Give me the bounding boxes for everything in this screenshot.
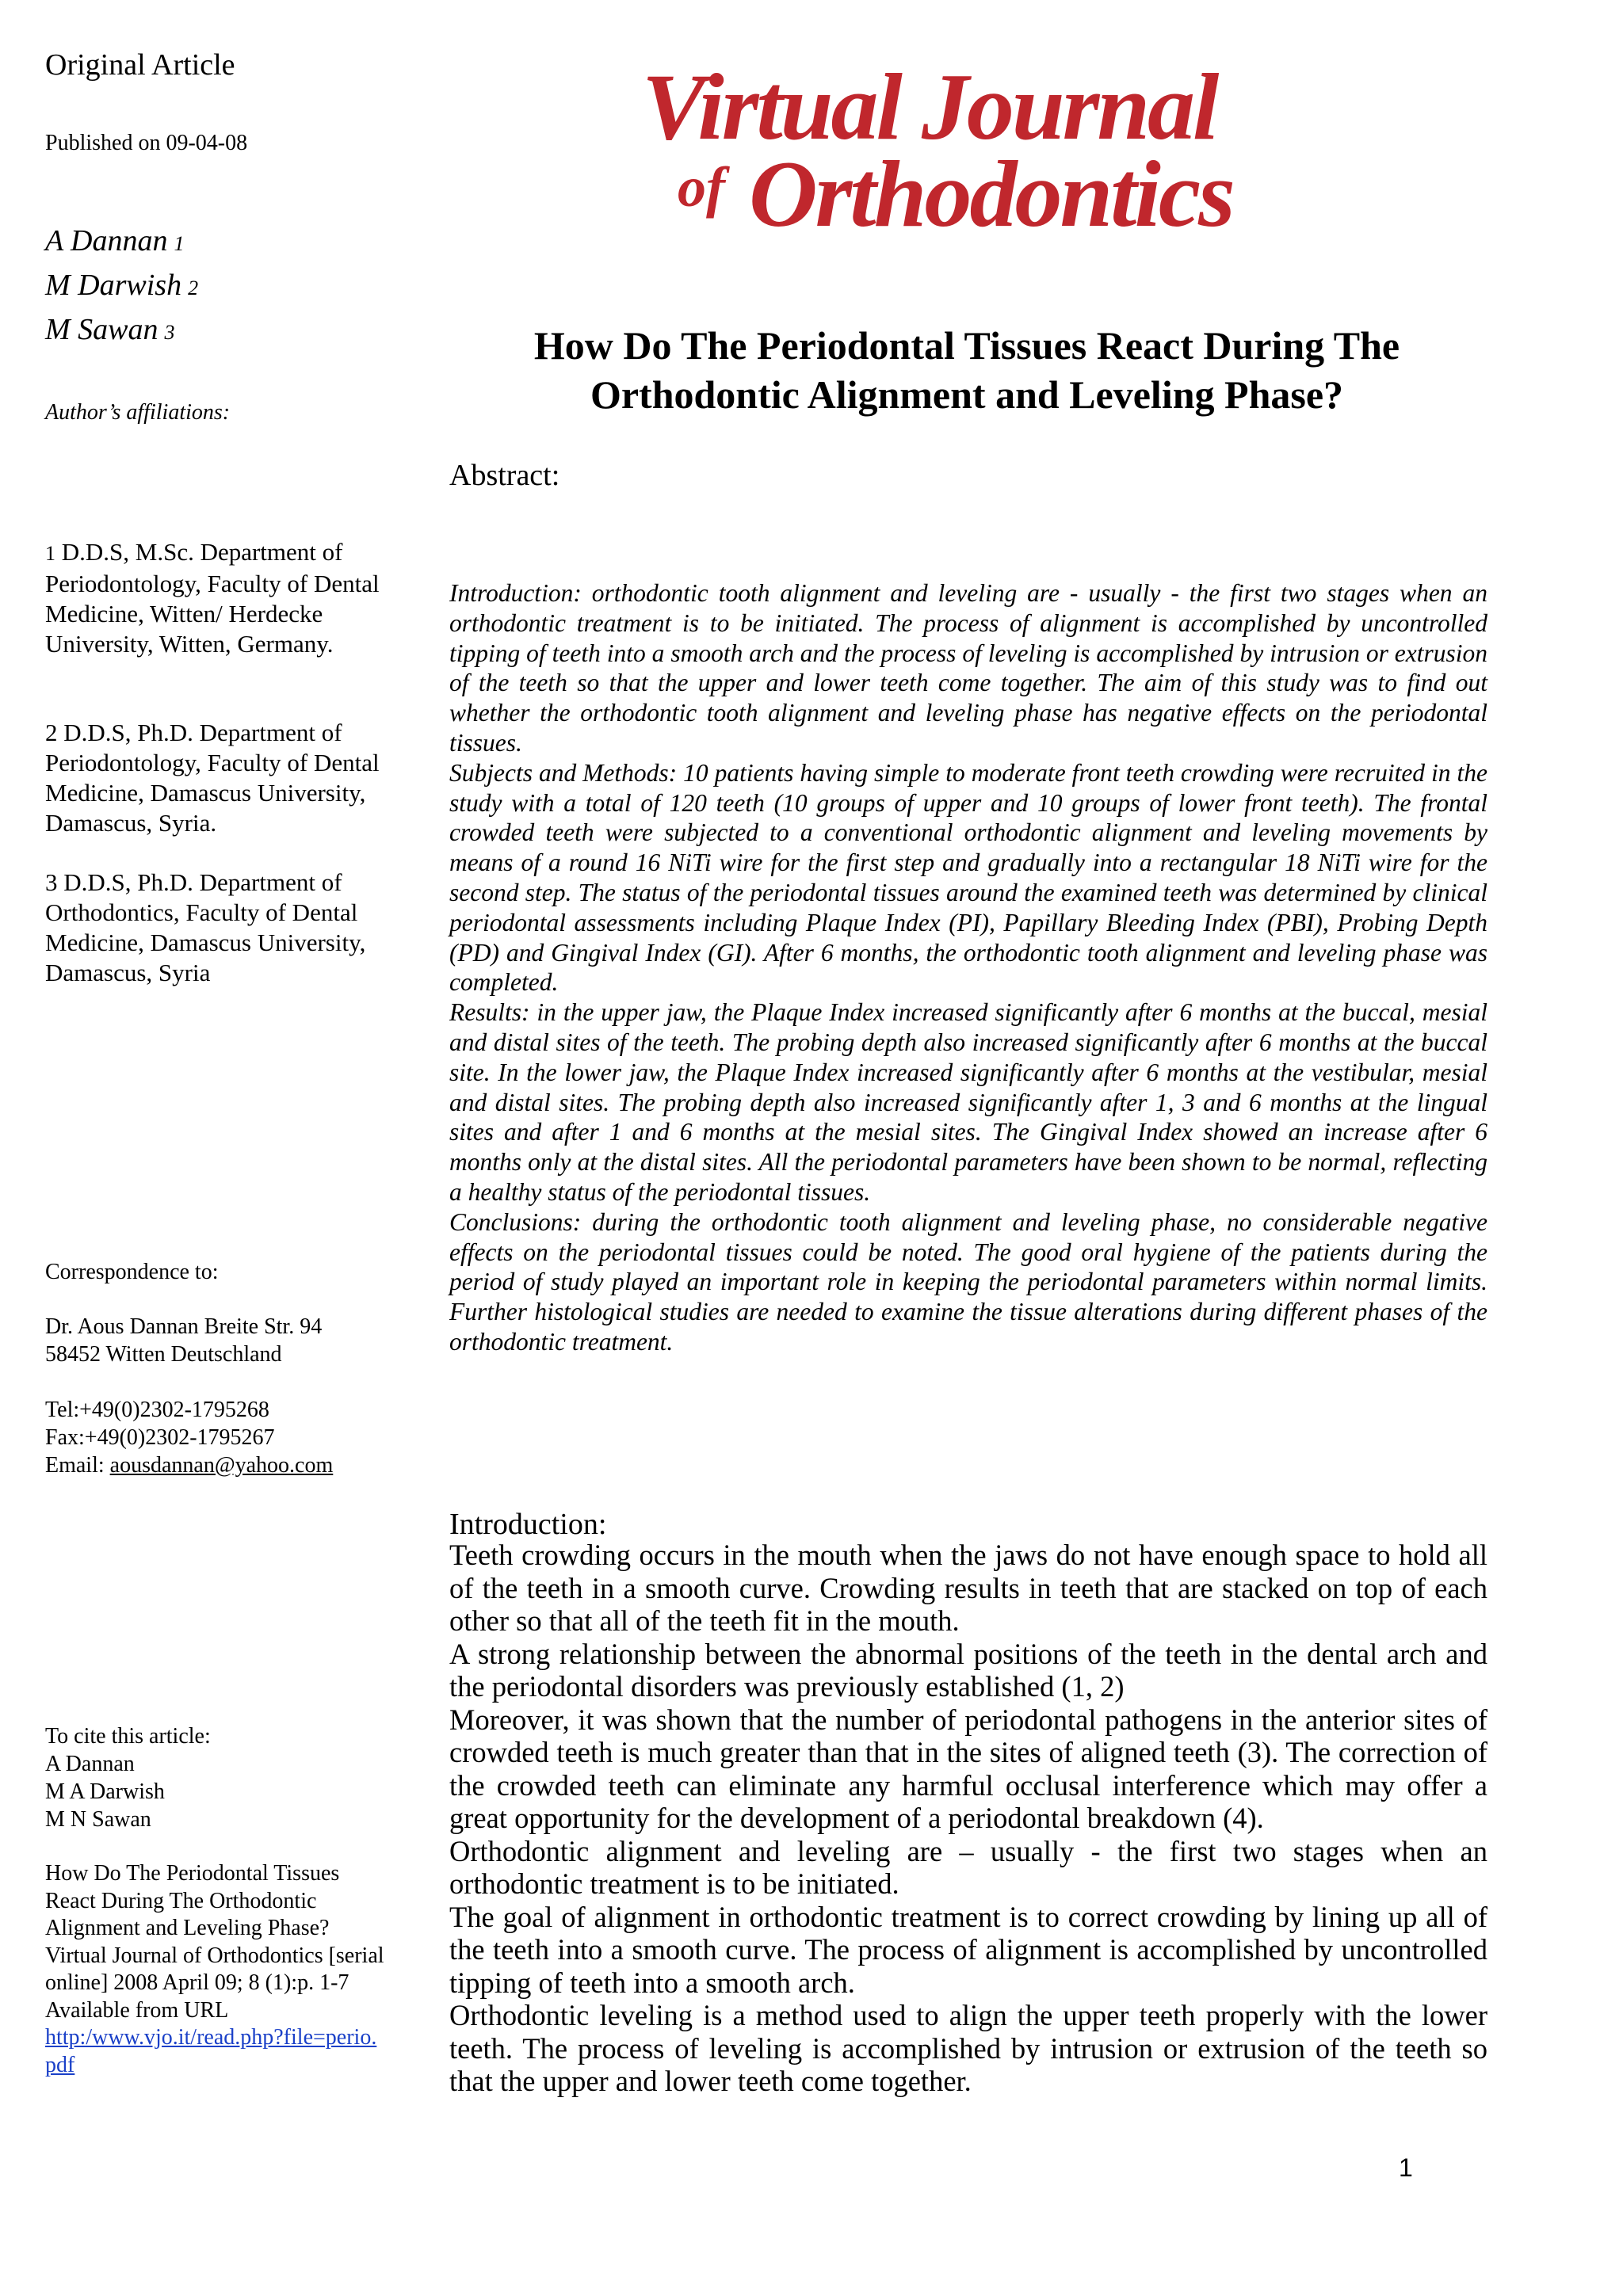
affiliation-text: D.D.S, Ph.D. Department of Periodontology, Faculty of Dental Medicine, Damascus University, Damascus, Syria.: [45, 719, 380, 837]
logo-line2: Orthodontics: [749, 141, 1233, 246]
intro-paragraph: Orthodontic leveling is a method used to align the upper teeth properly with the lower teeth. The process of leveling is accomplished by intrusion or extrusion of the teeth so that the upper and lower teeth come together.: [449, 1999, 1487, 2097]
author-name: M Darwish: [45, 269, 182, 302]
affiliations-label: Author’s affiliations:: [45, 400, 231, 425]
cite-block: [45, 1860, 386, 2079]
author-item: [45, 265, 386, 309]
intro-paragraph: The goal of alignment in orthodontic treatment is to correct crowding by lining up all of the teeth into a smooth curve. The process of alignment is accomplished by uncontrolled tipping of teeth into a smooth arch.: [449, 1900, 1487, 1999]
correspondence-label: Correspondence to:: [45, 1260, 219, 1284]
cite-available: Available from URL: [45, 1997, 229, 2023]
email-label: Email:: [45, 1453, 105, 1478]
address-line: 58452 Witten Deutschland: [45, 1342, 282, 1367]
author-list: [45, 220, 386, 353]
intro-paragraph: Teeth crowding occurs in the mouth when the jaws do not have enough space to hold all of the teeth in a smooth curve. Crowding results in teeth that are stacked on top of each other so that all of the teeth fit in the mouth.: [449, 1539, 1487, 1637]
logo-line1: Virtual Journal: [642, 54, 1217, 159]
email-link[interactable]: aousdannan@yahoo.com: [109, 1453, 334, 1478]
cite-label: To cite this article:: [45, 1724, 211, 1749]
abstract-conclusions: Conclusions: during the orthodontic tooth alignment and leveling phase, no considerable negative effects on the periodontal tissues could be noted. The good oral hygiene of the patients during the period of study played an important role in keeping the periodontal parameters within normal limits. Further histological studies are needed to examine the tissue alterations during different phases of the orthodontic treatment.: [449, 1207, 1487, 1356]
author-name: A Dannan: [45, 224, 168, 257]
tel: Tel:+49(0)2302-1795268: [45, 1398, 269, 1422]
logo-of: of: [678, 155, 725, 219]
journal-logo: [642, 54, 1244, 246]
affiliation-text: D.D.S, Ph.D. Department of Orthodontics, Faculty of Dental Medicine, Damascus University, Damascus, Syria: [45, 868, 366, 986]
author-number: 1: [174, 232, 185, 255]
page-number: 1: [1399, 2153, 1413, 2182]
affiliation-number: 2: [45, 719, 58, 746]
published-date: Published on 09-04-08: [45, 131, 248, 155]
cite-section: [45, 1722, 386, 1833]
author-number: 3: [164, 321, 175, 344]
author-item: [45, 220, 386, 265]
intro-paragraph: Moreover, it was shown that the number of periodontal pathogens in the anterior sites of crowded teeth is much greater than that in the sites of aligned teeth (3). The correction of the crowded teeth can eliminate any harmful occlusal interference which may offer a great opportunity for the development of a periodontal breakdown (4).: [449, 1703, 1487, 1834]
introduction-heading: Introduction:: [449, 1508, 607, 1541]
affiliation-item: [45, 537, 386, 659]
cite-url-link[interactable]: http:/www.vjo.it/read.php?file=perio.pdf: [45, 2025, 377, 2077]
cite-author: M A Darwish: [45, 1779, 165, 1804]
abstract-label: Abstract:: [449, 459, 560, 492]
affiliation-item: [45, 718, 386, 838]
author-number: 2: [188, 277, 199, 299]
abstract-body: [449, 578, 1487, 1357]
address-line: Dr. Aous Dannan Breite Str. 94: [45, 1314, 323, 1339]
contact-info: [45, 1396, 386, 1479]
author-item: [45, 309, 386, 353]
abstract-methods: Subjects and Methods: 10 patients having simple to moderate front teeth crowding were recruited in the study with a total of 120 teeth (10 groups of upper and 10 groups of lower front teeth). The frontal crowded teeth were subjected to a conventional orthodontic alignment and leveling movements by means of a round 16 NiTi wire for the first step and gradually into a rectangular 18 NiTi wire for the second step. The status of the periodontal tissues around the examined teeth was determined by clinical periodontal assessments including Plaque Index (PI), Papillary Bleeding Index (PBI), Probing Depth (PD) and Gingival Index (GI). After 6 months, the orthodontic tooth alignment and leveling phase was completed.: [449, 758, 1487, 997]
affiliation-item: [45, 868, 386, 988]
correspondence-address: [45, 1313, 386, 1368]
affiliation-text: D.D.S, M.Sc. Department of Periodontology, Faculty of Dental Medicine, Witten/ Herdecke University, Witten, Germany.: [45, 538, 380, 658]
intro-paragraph: Orthodontic alignment and leveling are – usually - the first two stages when an orthodontic treatment is to be initiated.: [449, 1834, 1487, 1900]
abstract-introduction: Introduction: orthodontic tooth alignment and leveling are - usually - the first two stages when an orthodontic treatment is to be initiated. The process of alignment is accomplished by uncontrolled tipping of teeth into a smooth arch and the process of leveling is accomplished by intrusion or extrusion of the teeth so that the upper and lower teeth come together. The aim of this study was to find out whether the orthodontic tooth alignment and leveling phase has negative effects on the periodontal tissues.: [449, 579, 1487, 757]
author-name: M Sawan: [45, 313, 158, 346]
affiliation-number: 1: [45, 542, 55, 565]
fax: Fax:+49(0)2302-1795267: [45, 1425, 275, 1450]
introduction-body: [449, 1539, 1487, 2098]
email-row: [45, 1451, 386, 1479]
cite-author: A Dannan: [45, 1752, 135, 1776]
cite-text: How Do The Periodontal Tissues React During The Orthodontic Alignment and Leveling Phase? Virtual Journal of Orthodontics [serial online] 2008 April 09; 8 (1):p. 1-7: [45, 1861, 384, 1995]
article-type: Original Article: [45, 48, 235, 82]
intro-paragraph: A strong relationship between the abnormal positions of the teeth in the dental arch and the periodontal disorders was previously established (1, 2): [449, 1637, 1487, 1703]
affiliation-number: 3: [45, 868, 58, 896]
article-title: How Do The Periodontal Tissues React During The Orthodontic Alignment and Leveling Phase?: [533, 323, 1400, 417]
cite-author: M N Sawan: [45, 1807, 151, 1832]
abstract-results: Results: in the upper jaw, the Plaque Index increased significantly after 6 months at the buccal, mesial and distal sites of the teeth. The probing depth also increased significantly after 6 months at the buccal site. In the lower jaw, the Plaque Index increased significantly after 6 months at the vestibular, mesial and distal sites. The probing depth also increased significantly after 1, 3 and 6 months at the lingual sites and after 1 and 6 months at the mesial sites. The Gingival Index showed an increase after 6 months only at the distal sites. All the periodontal parameters have been shown to be normal, reflecting a healthy status of the periodontal tissues.: [449, 998, 1487, 1206]
